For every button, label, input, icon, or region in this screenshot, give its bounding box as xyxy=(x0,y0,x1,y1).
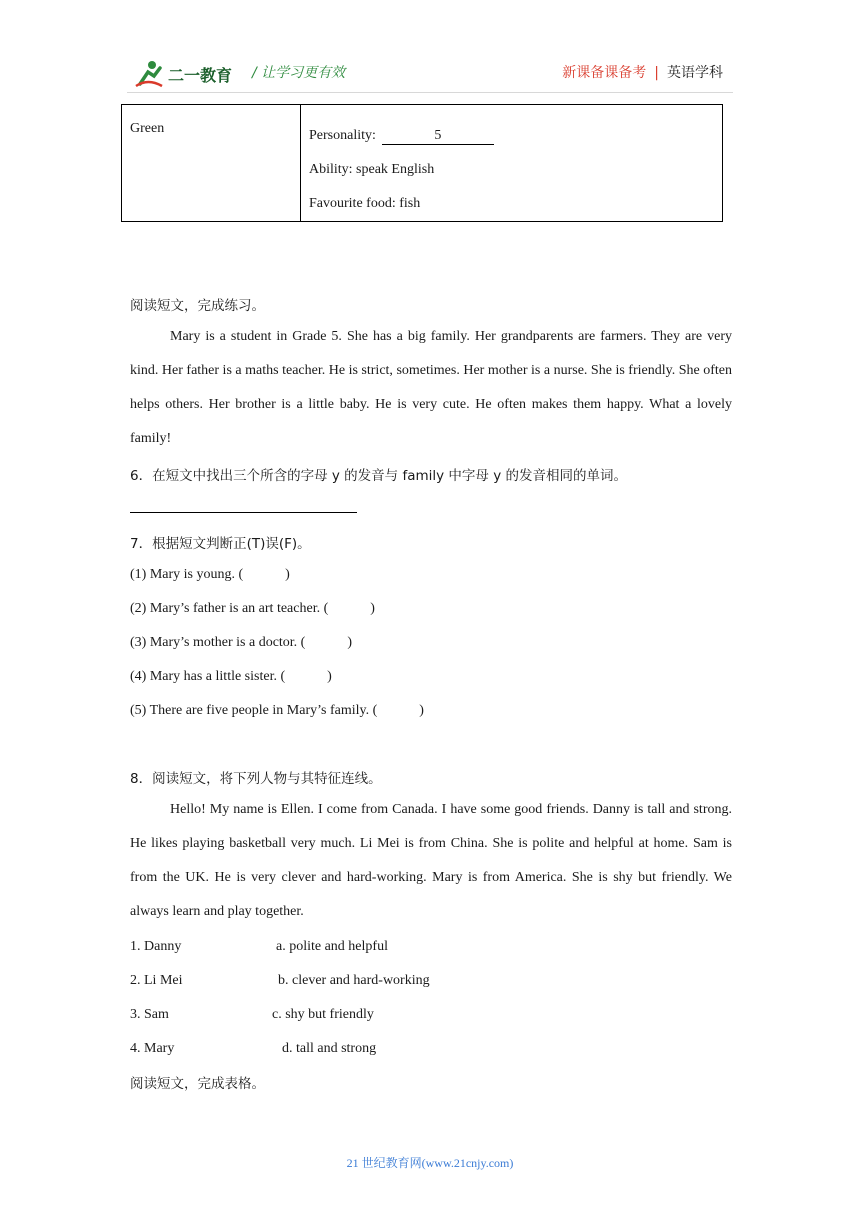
footer-link[interactable]: 21 世纪教育网(www.21cnjy.com) xyxy=(346,1156,514,1170)
personality-blank: 5 xyxy=(382,128,494,145)
match-person-3: 3. Sam xyxy=(130,1007,169,1022)
table-detail-cell xyxy=(301,105,723,222)
q7-item-1: (1) Mary is young. ( ) xyxy=(130,567,290,582)
q7-item-2: (2) Mary’s father is an art teacher. ( ) xyxy=(130,601,375,616)
q7-item-5: (5) There are five people in Mary’s family. ( ) xyxy=(130,703,424,718)
section1-instruction: 阅读短文，完成练习。 xyxy=(130,298,265,314)
food-row: Favourite food: fish xyxy=(309,196,421,211)
next-section-instruction: 阅读短文，完成表格。 xyxy=(130,1076,265,1092)
header-right xyxy=(562,62,723,82)
question-6: 6．在短文中找出三个所含的字母 y 的发音与 family 中字母 y 的发音相同的单词。 xyxy=(130,468,627,484)
header-separator: | xyxy=(654,65,659,81)
info-table xyxy=(121,104,723,222)
logo-text: 二一教育 xyxy=(168,66,233,85)
header-tag-course: 新课备课备考 xyxy=(562,65,647,81)
section1-passage: Mary is a student in Grade 5. She has a big family. Her grandparents are farmers. They are very kind. Her father is a maths teacher. He is strict, sometimes. Her mother is a nurse. She is friendly. She often helps others. Her brother is a little baby. He is very cute. He often makes them happy. What a lovely family! xyxy=(130,329,732,446)
brand-logo xyxy=(132,56,242,90)
q6-answer-line[interactable] xyxy=(130,512,357,513)
table-name-cell: Green xyxy=(122,105,301,222)
header-tag-subject: 英语学科 xyxy=(667,65,723,81)
match-trait-d: d. tall and strong xyxy=(282,1041,377,1056)
match-trait-b: b. clever and hard-working xyxy=(278,973,430,988)
section2-passage: Hello! My name is Ellen. I come from Canada. I have some good friends. Danny is tall and strong. He likes playing basketball very much. Li Mei is from China. She is polite and helpful at home. Sam is from the UK. He is very clever and hard-working. Mary is from America. She is shy but friendly. We always learn and play together. xyxy=(130,802,732,919)
question-8: 8．阅读短文，将下列人物与其特征连线。 xyxy=(130,771,382,787)
match-person-1: 1. Danny xyxy=(130,939,182,954)
match-person-4: 4. Mary xyxy=(130,1041,175,1056)
ability-row: Ability: speak English xyxy=(309,162,435,177)
question-7: 7．根据短文判断正(T)误(F)。 xyxy=(130,536,311,552)
q7-item-3: (3) Mary’s mother is a doctor. ( ) xyxy=(130,635,353,650)
q7-item-4: (4) Mary has a little sister. ( ) xyxy=(130,669,332,684)
header-slogan: / 让学习更有效 xyxy=(252,65,346,81)
personality-label: Personality: xyxy=(309,128,376,143)
personality-row xyxy=(309,119,722,153)
match-person-2: 2. Li Mei xyxy=(130,973,183,988)
match-trait-c: c. shy but friendly xyxy=(272,1007,374,1022)
match-trait-a: a. polite and helpful xyxy=(276,939,388,954)
header-divider xyxy=(127,92,733,93)
